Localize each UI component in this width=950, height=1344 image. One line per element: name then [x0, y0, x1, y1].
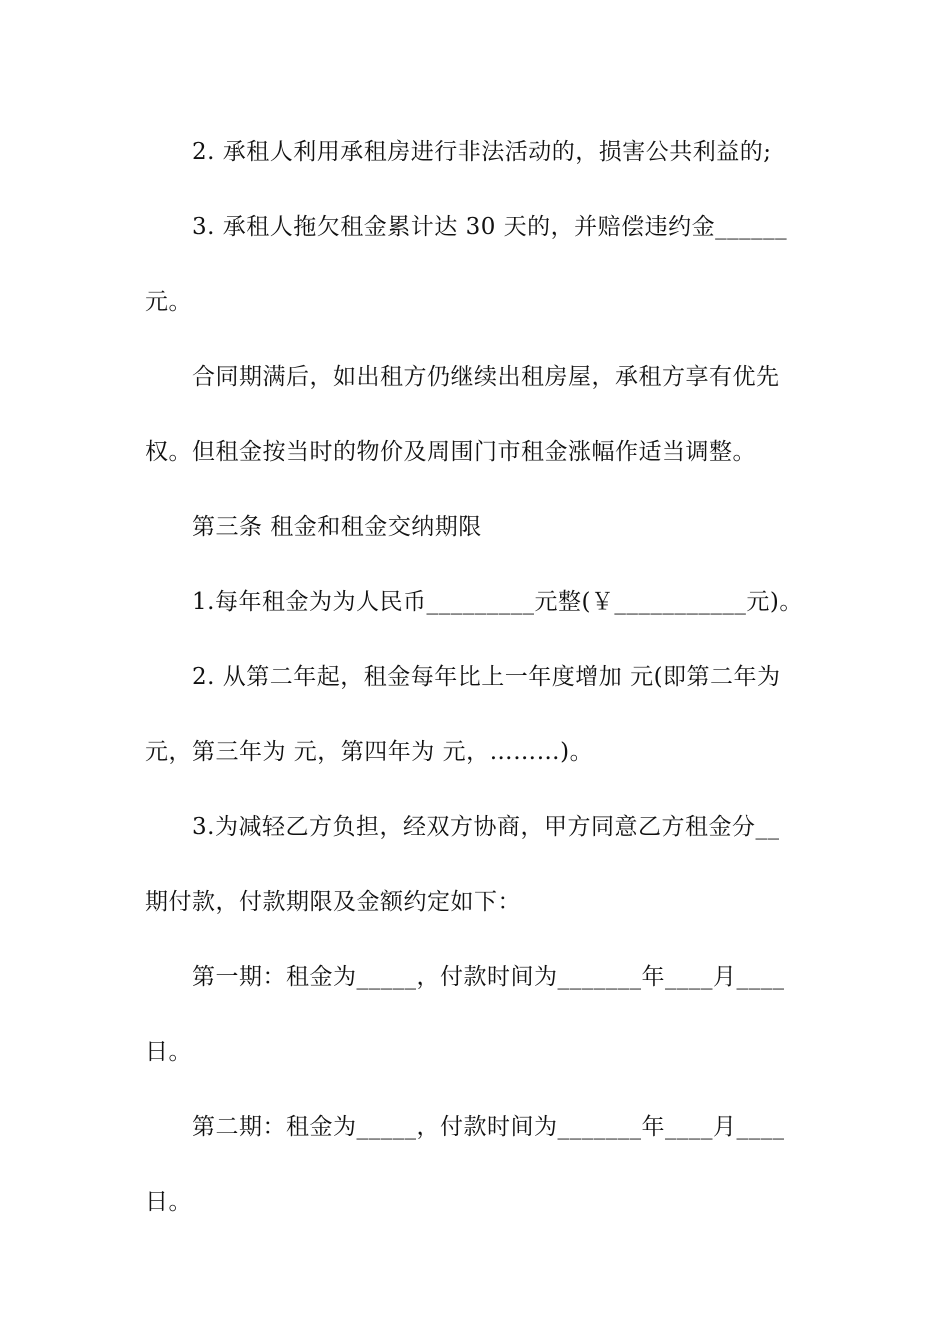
rent-item-2-continued: 元，第三年为 元，第四年为 元，………)。	[145, 739, 594, 765]
rent-item-3-continued: 期付款，付款期限及金额约定如下：	[145, 889, 521, 915]
installment-first: 第一期：租金为_____，付款时间为_______年____月____	[192, 964, 785, 990]
clause-item-3: 3. 承租人拖欠租金累计达 30 天的，并赔偿违约金______	[192, 214, 788, 240]
renewal-paragraph-continued: 权。但租金按当时的物价及周围门市租金涨幅作适当调整。	[145, 439, 756, 465]
article-three-heading: 第三条 租金和租金交纳期限	[192, 514, 482, 540]
clause-item-3-continued: 元。	[145, 289, 192, 315]
rent-item-2: 2. 从第二年起，租金每年比上一年度增加 元(即第二年为	[192, 664, 781, 690]
installment-second-continued: 日。	[145, 1189, 192, 1215]
rent-item-1: 1.每年租金为为人民币_________元整(￥___________元)。	[192, 589, 803, 615]
clause-item-2: 2. 承租人利用承租房进行非法活动的，损害公共利益的;	[192, 139, 772, 165]
renewal-paragraph: 合同期满后，如出租方仍继续出租房屋，承租方享有优先	[192, 364, 780, 390]
rent-item-3: 3.为减轻乙方负担，经双方协商，甲方同意乙方租金分__	[192, 814, 780, 840]
installment-first-continued: 日。	[145, 1039, 192, 1065]
installment-second: 第二期：租金为_____，付款时间为_______年____月____	[192, 1114, 785, 1140]
